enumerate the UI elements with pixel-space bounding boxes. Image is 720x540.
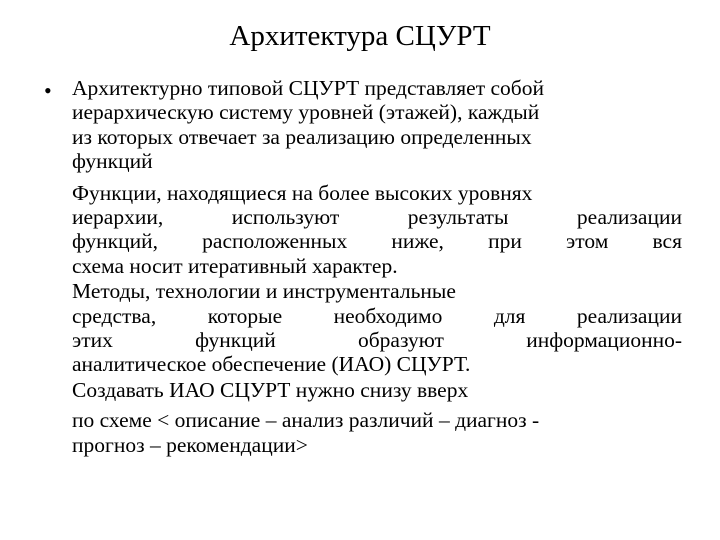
paragraph-methods <box>72 279 682 377</box>
text-line: из которых отвечает за реализацию определенных <box>72 124 532 149</box>
text-line: по схеме < описание – анализ различий – диагноз - <box>72 408 540 433</box>
text-line: иерархии, используют результаты реализации <box>72 205 682 230</box>
paragraph-architecture <box>72 76 682 174</box>
text-line: средства, которые необходимо для реализации <box>72 303 682 328</box>
slide-title: Архитектура СЦУРТ <box>229 20 491 52</box>
slide-body <box>72 76 682 457</box>
text-line: Функции, находящиеся на более высоких уровнях <box>72 180 533 205</box>
text-line: этих функций образуют информационно- <box>72 328 682 353</box>
paragraph-create <box>72 378 682 402</box>
text-line: Архитектурно типовой СЦУРТ представляет собой <box>72 76 544 100</box>
bullet-marker: • <box>44 78 52 103</box>
text-line: иерархическую систему уровней (этажей), каждый <box>72 100 540 125</box>
text-line: прогноз – рекомендации> <box>72 432 308 457</box>
text-line: схема носит итеративный характер. <box>72 253 398 278</box>
text-line: Методы, технологии и инструментальные <box>72 279 456 304</box>
paragraph-scheme <box>72 408 682 457</box>
text-line: функций, расположенных ниже, при этом вся <box>72 229 682 254</box>
text-line: Создавать ИАО СЦУРТ нужно снизу вверх <box>72 377 469 402</box>
text-line: аналитическое обеспечение (ИАО) СЦУРТ. <box>72 352 471 377</box>
paragraph-functions <box>72 181 682 279</box>
text-line: функций <box>72 149 153 174</box>
